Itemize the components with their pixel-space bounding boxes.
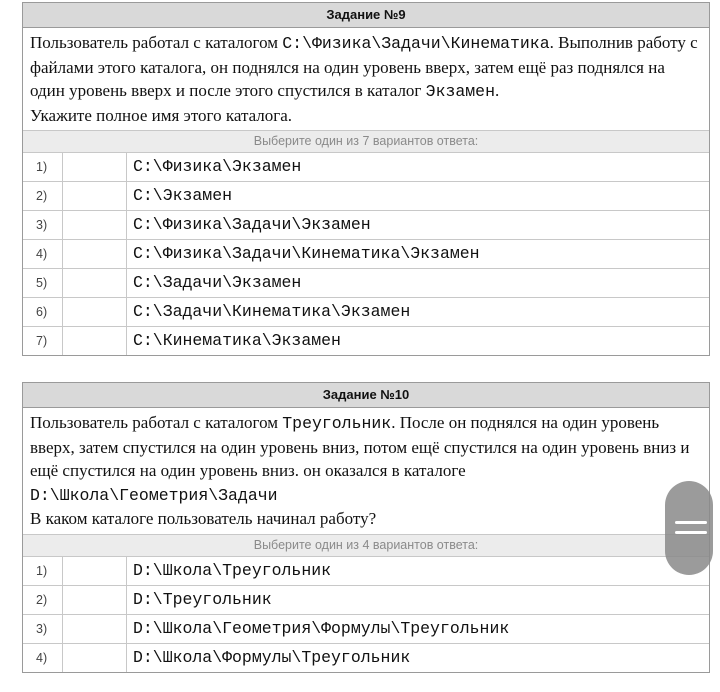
- answer-option[interactable]: [23, 614, 709, 643]
- option-number: 3): [23, 615, 63, 643]
- folder-inline: Треугольник: [282, 414, 392, 433]
- option-checkbox[interactable]: [63, 211, 127, 239]
- path-inline: D:\Школа\Геометрия\Задачи: [30, 485, 278, 505]
- question-instruction: Укажите полное имя этого каталога.: [30, 105, 293, 125]
- answer-option[interactable]: [23, 326, 709, 355]
- option-checkbox[interactable]: [63, 182, 127, 210]
- answer-prompt: Выберите один из 7 вариантов ответа:: [23, 130, 709, 152]
- answer-option[interactable]: [23, 239, 709, 268]
- question-part: . Выполнив работу с файлами этого каталога, он поднялся на один уровень вверх, затем ещё раз поднялся на один уровень вверх и после этого спустился в каталог: [30, 33, 698, 100]
- answer-option[interactable]: [23, 152, 709, 181]
- option-number: 5): [23, 269, 63, 297]
- option-text: C:\Задачи\Экзамен: [133, 273, 302, 292]
- option-number: 3): [23, 211, 63, 239]
- option-number: 1): [23, 153, 63, 181]
- answer-option[interactable]: [23, 585, 709, 614]
- option-checkbox[interactable]: [63, 153, 127, 181]
- question-part: .: [494, 81, 500, 100]
- option-number: 2): [23, 182, 63, 210]
- task-card-9: [22, 2, 710, 356]
- option-number: 2): [23, 586, 63, 614]
- option-checkbox[interactable]: [63, 298, 127, 326]
- option-text: D:\Школа\Формулы\Треугольник: [133, 647, 411, 667]
- option-text: C:\Задачи\Кинематика\Экзамен: [133, 302, 411, 321]
- path-inline: C:\Физика\Задачи\Кинематика: [282, 34, 550, 53]
- option-text: C:\Физика\Задачи\Кинематика\Экзамен: [133, 244, 480, 263]
- option-checkbox[interactable]: [63, 269, 127, 297]
- floating-menu-button[interactable]: [665, 481, 713, 575]
- option-text: C:\Кинематика\Экзамен: [133, 331, 341, 350]
- option-number: 4): [23, 240, 63, 268]
- option-checkbox[interactable]: [63, 644, 127, 672]
- question-text: [23, 408, 709, 534]
- answer-option[interactable]: [23, 181, 709, 210]
- option-checkbox[interactable]: [63, 615, 127, 643]
- option-checkbox[interactable]: [63, 557, 127, 585]
- option-text: D:\Школа\Треугольник: [133, 560, 332, 580]
- option-number: 1): [23, 557, 63, 585]
- answer-option[interactable]: [23, 210, 709, 239]
- answer-option[interactable]: [23, 643, 709, 672]
- option-text: C:\Физика\Задачи\Экзамен: [133, 215, 371, 234]
- answer-prompt: Выберите один из 4 вариантов ответа:: [23, 534, 709, 556]
- answer-option[interactable]: [23, 297, 709, 326]
- answer-option[interactable]: [23, 556, 709, 585]
- option-text: C:\Экзамен: [133, 186, 233, 205]
- option-text: D:\Школа\Геометрия\Формулы\Треугольник: [133, 618, 510, 638]
- option-text: D:\Треугольник: [133, 589, 272, 609]
- question-part: . После он поднялся на один уровень вверх, затем спустился на один уровень вниз, потом ещё спустился на один уровень вниз и ещё спустился на один уровень вниз. он оказался в каталоге: [30, 413, 690, 480]
- option-checkbox[interactable]: [63, 586, 127, 614]
- answer-option[interactable]: [23, 268, 709, 297]
- option-number: 4): [23, 644, 63, 672]
- question-text: [23, 28, 709, 130]
- task-card-10: [22, 382, 710, 673]
- question-part: Пользователь работал с каталогом: [30, 33, 283, 52]
- option-number: 7): [23, 327, 63, 355]
- task-title: Задание №9: [23, 3, 709, 28]
- question-part: Пользователь работал с каталогом: [30, 413, 283, 432]
- option-checkbox[interactable]: [63, 240, 127, 268]
- folder-inline: Экзамен: [425, 82, 495, 101]
- option-number: 6): [23, 298, 63, 326]
- option-text: C:\Физика\Экзамен: [133, 157, 302, 176]
- option-checkbox[interactable]: [63, 327, 127, 355]
- question-instruction: В каком каталоге пользователь начинал работу?: [30, 509, 377, 528]
- task-title: Задание №10: [23, 383, 709, 408]
